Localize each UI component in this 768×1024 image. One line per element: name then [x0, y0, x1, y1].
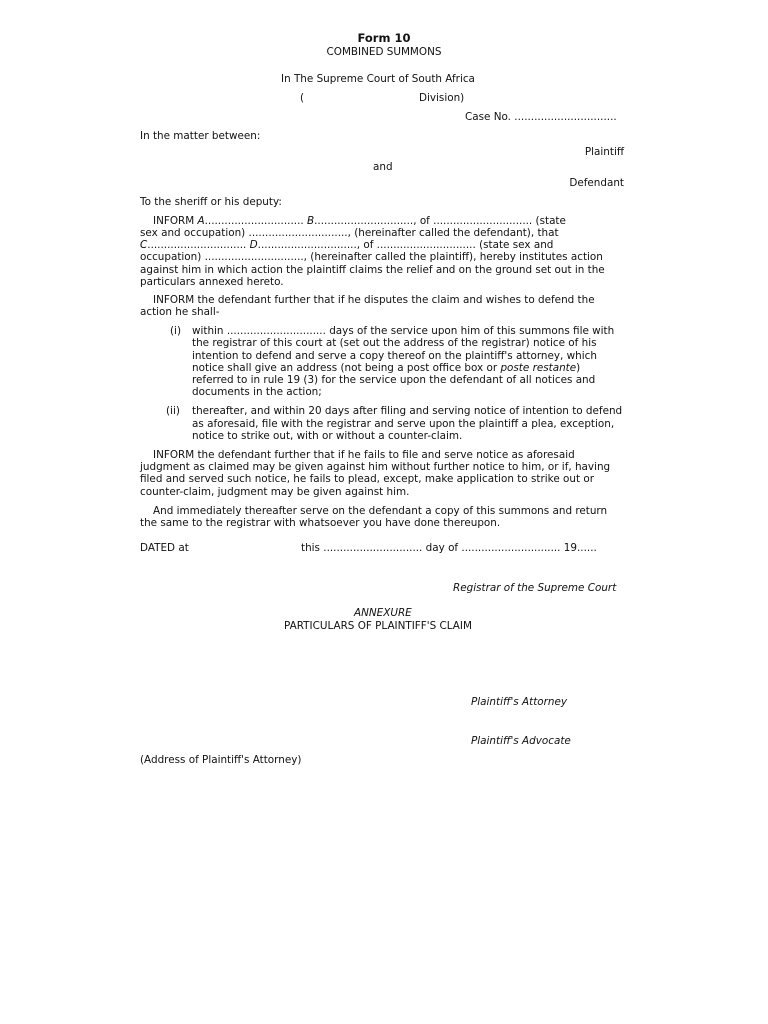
division-open-paren: (	[300, 92, 305, 104]
division-label: Division)	[419, 92, 465, 104]
item-i-line2: the registrar of this court at (set out the address of the registrar) notice of his	[192, 337, 597, 349]
dated-this-line: this .............................. day of .............................. 19......	[301, 542, 597, 554]
inform1-line5: against him in which action the plaintiff claims the relief and on the ground set out in the	[140, 264, 605, 276]
plaintiff-advocate-signature: Plaintiff's Advocate	[471, 735, 571, 747]
registrar-signature: Registrar of the Supreme Court	[453, 582, 617, 594]
defendant-label: Defendant	[569, 177, 624, 189]
inform1-line6: particulars annexed hereto.	[140, 276, 284, 288]
inform1-line1: INFORM A.............................. B.............................., of .............................. (state	[153, 215, 566, 227]
item-ii-line2: as aforesaid, file with the registrar and serve upon the plaintiff a plea, exception,	[192, 418, 615, 430]
inform1-line3: C.............................. D.............................., of .............................. (state sex and	[140, 239, 554, 251]
inform1-line2: sex and occupation) .............................., (hereinafter called the defendant), that	[140, 227, 559, 239]
form-subtitle: COMBINED SUMMONS	[326, 46, 442, 58]
form-title: Form 10	[357, 31, 411, 45]
to-sheriff: To the sheriff or his deputy:	[140, 196, 282, 208]
inform1-line4: occupation) .............................., (hereinafter called the plaintiff), hereby institutes action	[140, 251, 603, 263]
item-ii-number: (ii)	[166, 405, 180, 417]
item-i-line6: documents in the action;	[192, 386, 322, 398]
annexure-heading: ANNEXURE	[354, 607, 412, 619]
item-i-number: (i)	[170, 325, 181, 337]
inform3-line1: INFORM the defendant further that if he fails to file and serve notice as aforesaid	[153, 449, 575, 461]
inform3-line3: filed and served such notice, he fails to plead, except, make application to strike out or	[140, 473, 594, 485]
and-label: and	[373, 161, 393, 173]
particulars-heading: PARTICULARS OF PLAINTIFF'S CLAIM	[284, 620, 472, 632]
item-i-line3: intention to defend and serve a copy thereof on the plaintiff's attorney, which	[192, 350, 597, 362]
inform2-line1: INFORM the defendant further that if he disputes the claim and wishes to defend the	[153, 294, 595, 306]
inform3-line4: counter-claim, judgment may be given against him.	[140, 486, 410, 498]
attorney-address-label: (Address of Plaintiff's Attorney)	[140, 754, 302, 766]
plaintiff-label: Plaintiff	[584, 146, 624, 158]
inform2-line2: action he shall-	[140, 306, 220, 318]
case-number: Case No. ...............................	[465, 111, 617, 123]
plaintiff-attorney-signature: Plaintiff's Attorney	[471, 696, 568, 708]
item-ii-line1: thereafter, and within 20 days after filing and serving notice of intention to defend	[192, 405, 623, 417]
item-ii-line3: notice to strike out, with or without a counter-claim.	[192, 430, 463, 442]
inform3-line2: judgment as claimed may be given against him without further notice to him, or if, having	[140, 461, 611, 473]
court-name: In The Supreme Court of South Africa	[281, 73, 475, 85]
item-i-line4: notice shall give an address (not being a post office box or poste restante)	[192, 362, 581, 374]
immediately-line1: And immediately thereafter serve on the defendant a copy of this summons and return	[153, 505, 608, 517]
item-i-line5: referred to in rule 19 (3) for the service upon the defendant of all notices and	[192, 374, 596, 386]
immediately-line2: the same to the registrar with whatsoever you have done thereupon.	[140, 517, 501, 529]
dated-at-label: DATED at	[140, 542, 189, 554]
matter-between: In the matter between:	[140, 130, 261, 142]
item-i-line1: within .............................. days of the service upon him of this summons file with	[192, 325, 615, 337]
